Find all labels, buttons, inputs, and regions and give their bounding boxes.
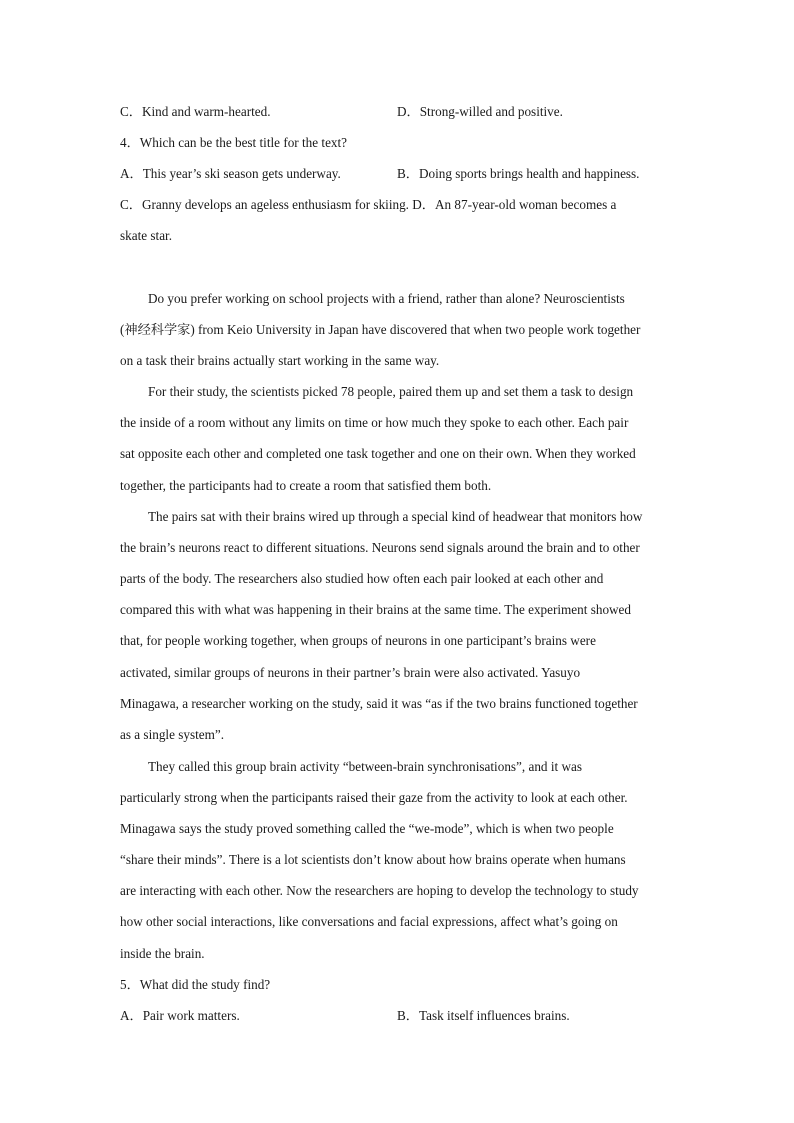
q3-options-row: [120, 104, 680, 120]
passage-line: as a single system”.: [120, 727, 225, 742]
passage-line: “share their minds”. There is a lot scientists don’t know about how brains operate when humans: [120, 852, 626, 867]
passage-line: Minagawa, a researcher working on the study, said it was “as if the two brains functioned together: [120, 696, 638, 711]
q5-option-a: A．Pair work matters.: [120, 1008, 240, 1023]
passage-line: how other social interactions, like conversations and facial expressions, affect what’s going on: [120, 914, 618, 929]
passage-line: For their study, the scientists picked 78 people, paired them up and set them a task to design: [148, 384, 634, 399]
q4-options-row-1: [120, 166, 680, 182]
q4-question: 4．Which can be the best title for the text?: [120, 135, 348, 150]
passage-line: activated, similar groups of neurons in their partner’s brain were also activated. Yasuyo: [120, 665, 581, 680]
passage-line: particularly strong when the participants raised their gaze from the activity to look at each other.: [120, 790, 628, 805]
q3-option-c: C．Kind and warm-hearted.: [120, 104, 271, 119]
passage-line: The pairs sat with their brains wired up through a special kind of headwear that monitors how: [148, 509, 643, 524]
passage-line: together, the participants had to create a room that satisfied them both.: [120, 478, 492, 493]
passage-line: Minagawa says the study proved something called the “we-mode”, which is when two people: [120, 821, 614, 836]
q5-option-b: B．Task itself influences brains.: [397, 1008, 570, 1023]
q3-option-d: D．Strong-willed and positive.: [397, 104, 563, 119]
q4-option-a: A．This year’s ski season gets underway.: [120, 166, 341, 181]
q4-option-b: B．Doing sports brings health and happiness.: [397, 166, 640, 181]
passage-line: are interacting with each other. Now the researchers are hoping to develop the technology to study: [120, 883, 639, 898]
passage-line: that, for people working together, when groups of neurons in one participant’s brains were: [120, 633, 596, 648]
passage-line: on a task their brains actually start working in the same way.: [120, 353, 440, 368]
q5-options-row: [120, 1008, 680, 1024]
passage-line: the brain’s neurons react to different situations. Neurons send signals around the brain and to other: [120, 540, 640, 555]
passage-line: parts of the body. The researchers also studied how often each pair looked at each other and: [120, 571, 604, 586]
q5-question: 5．What did the study find?: [120, 977, 271, 992]
passage-line: (神经科学家) from Keio University in Japan have discovered that when two people work together: [120, 322, 641, 337]
passage-line: sat opposite each other and completed one task together and one on their own. When they worked: [120, 446, 636, 461]
passage-line: the inside of a room without any limits on time or how much they spoke to each other. Each pair: [120, 415, 629, 430]
passage-line: compared this with what was happening in their brains at the same time. The experiment showed: [120, 602, 632, 617]
q4-option-d-cont: skate star.: [120, 228, 173, 243]
passage-line: They called this group brain activity “between-brain synchronisations”, and it was: [148, 759, 582, 774]
q4-option-c-d: C．Granny develops an ageless enthusiasm for skiing. D．An 87-year-old woman becomes a: [120, 197, 617, 212]
passage-line: inside the brain.: [120, 946, 205, 961]
passage-line: Do you prefer working on school projects with a friend, rather than alone? Neuroscientists: [148, 291, 625, 306]
